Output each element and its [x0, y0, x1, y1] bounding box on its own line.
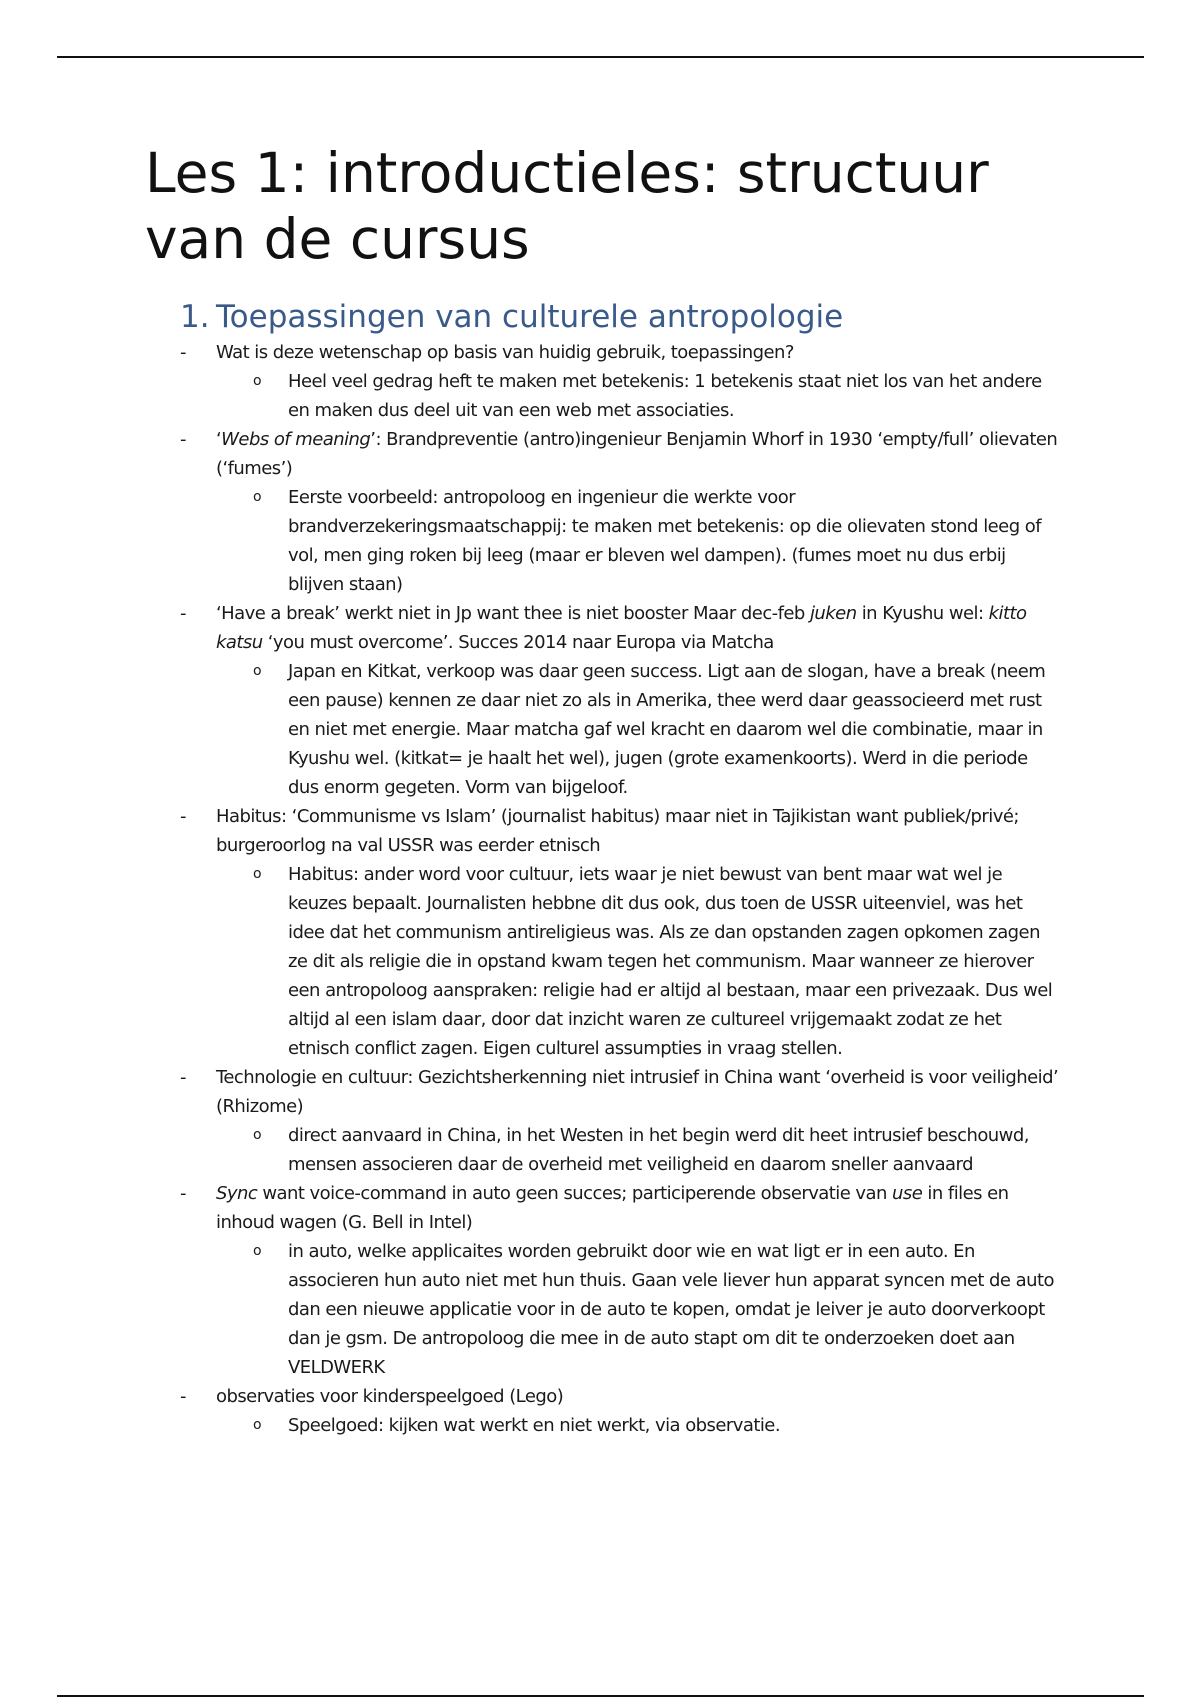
list-item-text: Wat is deze wetenschap op basis van huidig gebruik, toepassingen? [216, 342, 794, 363]
section-heading [180, 295, 843, 339]
sub-list-item [0, 860, 1200, 1063]
list-item-emphasis-b: use [892, 1183, 923, 1204]
dash-bullet: - [180, 603, 186, 624]
bottom-rule [57, 1695, 1144, 1697]
sub-list-item [0, 367, 1200, 425]
list-item-emphasis-a: juken [809, 603, 857, 624]
sub-list-item [0, 483, 1200, 599]
list-item-text-c: ‘you must overcome’. Succes 2014 naar Europa via Matcha [262, 632, 774, 653]
list-item [0, 1063, 1200, 1121]
list-item-text-a: ‘Have a break’ werkt niet in Jp want thee is niet booster Maar dec-feb [216, 603, 810, 624]
list-item [0, 599, 1200, 657]
circle-bullet: o [253, 489, 262, 505]
circle-bullet: o [253, 663, 262, 679]
dash-bullet: - [180, 806, 186, 827]
list-item-text-post: ’: Brandpreventie (antro)ingenieur Benjamin Whorf in 1930 ‘empty/full’ olievaten (‘fumes’) [216, 429, 1058, 479]
list-item [0, 1179, 1200, 1237]
top-rule [57, 56, 1144, 58]
dash-bullet: - [180, 1067, 186, 1088]
list-item-emphasis: Webs of meaning [221, 429, 371, 450]
dash-bullet: - [180, 1386, 186, 1407]
sub-list-item [0, 657, 1200, 802]
sub-list-item [0, 1237, 1200, 1382]
sub-list-item [0, 1411, 1200, 1440]
sub-list-item-text: Heel veel gedrag heft te maken met betekenis: 1 betekenis staat niet los van het andere en maken dus deel uit van een web met associaties. [288, 371, 1042, 421]
sub-list-item-text: Speelgoed: kijken wat werkt en niet werkt, via observatie. [288, 1415, 780, 1436]
list-item [0, 425, 1200, 483]
content [0, 338, 1200, 1440]
circle-bullet: o [253, 1417, 262, 1433]
circle-bullet: o [253, 373, 262, 389]
sub-list-item-text: Japan en Kitkat, verkoop was daar geen success. Ligt aan de slogan, have a break (neem een pause) kennen ze daar niet zo als in Amerika, thee werd daar geassocieerd met rust en niet met energie. Maar matcha gaf wel kracht en daarom wel die combinatie, maar in Kyushu wel. (kitkat= je haalt het wel), jugen (grote examenkoorts). Werd in die periode dus enorm gegeten. Vorm van bijgeloof. [288, 661, 1046, 798]
list-item-emphasis-a: Sync [216, 1183, 258, 1204]
circle-bullet: o [253, 1127, 262, 1143]
section-heading-text: Toepassingen van culturele antropologie [216, 299, 844, 335]
list-item-text-pre: ‘ [216, 429, 222, 450]
sub-list-item-text: direct aanvaard in China, in het Westen in het begin werd dit heet intrusief beschouwd, mensen associeren daar de overheid met veiligheid en daarom sneller aanvaard [288, 1125, 1029, 1175]
sub-list-item-text: Eerste voorbeeld: antropoloog en ingenieur die werkte voor brandverzekeringsmaatschappij: te maken met betekenis: op die olievaten stond leeg of vol, men ging roken bij leeg (maar er bleven wel dampen). (fumes moet nu dus erbij blijven staan) [288, 487, 1041, 595]
list-item [0, 338, 1200, 367]
list-item-text-a: want voice-command in auto geen succes; participerende observatie van [257, 1183, 893, 1204]
list-item [0, 1382, 1200, 1411]
list-item-text-b: in Kyushu wel: [856, 603, 989, 624]
dash-bullet: - [180, 1183, 186, 1204]
list-item-emphasis-b: kitto katsu [216, 603, 1027, 653]
list-item-text: observaties voor kinderspeelgoed (Lego) [216, 1386, 564, 1407]
dash-bullet: - [180, 342, 186, 363]
page-title: Les 1: introductieles: structuur van de cursus [145, 141, 989, 271]
sub-list-item-text: Habitus: ander word voor cultuur, iets waar je niet bewust van bent maar wat wel je keuzes bepaalt. Journalisten hebbne dit dus ook, dus toen de USSR uiteenviel, was het idee dat het communism antireligieus was. Als ze dan opstanden zagen opkomen zagen ze dit als religie die in opstand kwam tegen het communism. Maar wanneer ze hierover een antropoloog aanspraken: religie had er altijd al bestaan, maar een privezaak. Dus wel altijd al een islam daar, door dat inzicht waren ze cultureel vrijgemaakt zodat ze het etnisch conflict zagen. Eigen culturel assumpties in vraag stellen. [288, 864, 1053, 1059]
list-item-text-b: in files en inhoud wagen (G. Bell in Intel) [216, 1183, 1009, 1233]
sub-list-item [0, 1121, 1200, 1179]
section-number: 1. [180, 299, 210, 335]
dash-bullet: - [180, 429, 186, 450]
sub-list-item-text: in auto, welke applicaites worden gebruikt door wie en wat ligt er in een auto. En associeren hun auto niet met hun thuis. Gaan vele liever hun apparat syncen met de auto dan een nieuwe applicatie voor in de auto te kopen, omdat je leiver je auto doorverkoopt dan je gsm. De antropoloog die mee in de auto stapt om dit te onderzoeken doet aan VELDWERK [288, 1241, 1054, 1378]
list-item-text: Technologie en cultuur: Gezichtsherkenning niet intrusief in China want ‘overheid is voor veiligheid’ (Rhizome) [216, 1067, 1059, 1117]
list-item [0, 802, 1200, 860]
list-item-text: Habitus: ‘Communisme vs Islam’ (journalist habitus) maar niet in Tajikistan want publiek/privé; burgeroorlog na val USSR was eerder etnisch [216, 806, 1019, 856]
circle-bullet: o [253, 866, 262, 882]
circle-bullet: o [253, 1243, 262, 1259]
